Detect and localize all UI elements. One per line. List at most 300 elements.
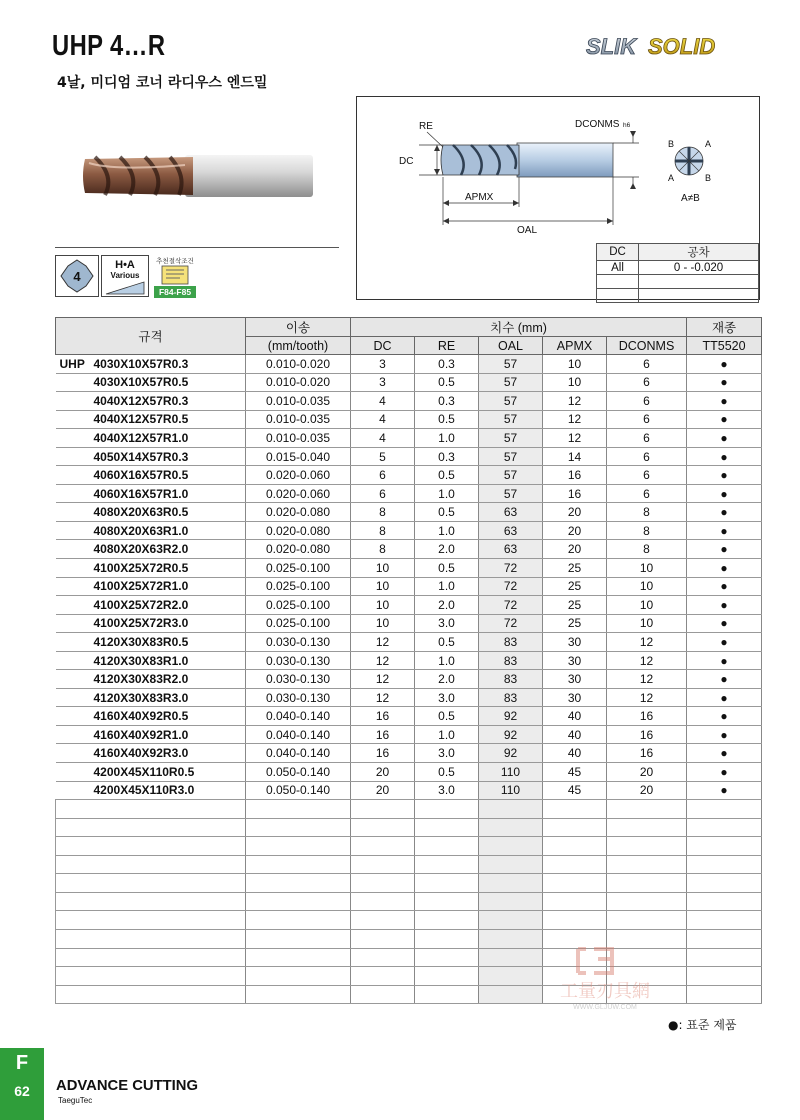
svg-text:4: 4 bbox=[73, 269, 81, 284]
empty-cell bbox=[351, 911, 415, 930]
cell-dc: 6 bbox=[351, 466, 415, 485]
tol-cell-value: 0 - -0.020 bbox=[639, 261, 759, 275]
empty-cell bbox=[687, 929, 762, 948]
legend-standard-product: ●: 표준 제품 bbox=[668, 1018, 737, 1032]
empty-cell bbox=[246, 911, 351, 930]
cell-dconms: 8 bbox=[607, 503, 687, 522]
empty-cell bbox=[543, 892, 607, 911]
header-dimensions: 치수 (mm) bbox=[351, 318, 687, 337]
cell-apmx: 40 bbox=[543, 725, 607, 744]
cell-st: ● bbox=[687, 670, 762, 689]
empty-cell bbox=[415, 948, 479, 967]
table-row bbox=[56, 410, 762, 429]
empty-cell bbox=[687, 985, 762, 1004]
empty-cell bbox=[351, 855, 415, 874]
table-row bbox=[56, 744, 762, 763]
svg-text:DC: DC bbox=[399, 156, 414, 167]
cell-oal: 83 bbox=[479, 688, 543, 707]
spec-code-cell bbox=[56, 355, 246, 374]
cell-apmx: 12 bbox=[543, 392, 607, 411]
spec-code: 4160X40X92R1.0 bbox=[93, 727, 189, 742]
spec-code: 4120X30X83R3.0 bbox=[93, 690, 189, 705]
cell-dconms: 16 bbox=[607, 744, 687, 763]
empty-cell bbox=[687, 967, 762, 986]
empty-cell bbox=[246, 985, 351, 1004]
empty-cell bbox=[607, 800, 687, 819]
cell-oal: 83 bbox=[479, 633, 543, 652]
cell-re: 3.0 bbox=[415, 744, 479, 763]
cell-oal: 72 bbox=[479, 614, 543, 633]
cell-dc: 16 bbox=[351, 744, 415, 763]
cell-st: ● bbox=[687, 707, 762, 726]
svg-text:WWW.GLJUW.COM: WWW.GLJUW.COM bbox=[573, 1004, 637, 1011]
empty-cell bbox=[687, 855, 762, 874]
empty-cell bbox=[543, 874, 607, 893]
cell-dconms: 20 bbox=[607, 781, 687, 800]
empty-cell bbox=[56, 911, 246, 930]
spec-code: 4160X40X92R3.0 bbox=[93, 746, 189, 761]
svg-text:Various: Various bbox=[110, 271, 140, 280]
advance-cutting-logo bbox=[56, 1070, 206, 1110]
table-row bbox=[56, 466, 762, 485]
cell-oal: 83 bbox=[479, 651, 543, 670]
empty-cell bbox=[56, 855, 246, 874]
empty-table-row bbox=[56, 837, 762, 856]
cell-feed: 0.010-0.020 bbox=[246, 373, 351, 392]
cell-apmx: 12 bbox=[543, 429, 607, 448]
header-feed: 이송 bbox=[246, 318, 351, 337]
cell-feed: 0.020-0.080 bbox=[246, 540, 351, 559]
cell-feed: 0.050-0.140 bbox=[246, 763, 351, 782]
cell-re: 1.0 bbox=[415, 521, 479, 540]
spec-code-cell bbox=[56, 447, 246, 466]
cell-re: 0.5 bbox=[415, 559, 479, 578]
spec-code-cell bbox=[56, 484, 246, 503]
cell-re: 0.3 bbox=[415, 447, 479, 466]
cell-st: ● bbox=[687, 429, 762, 448]
header-oal: OAL bbox=[479, 337, 543, 355]
spec-code: 4080X20X63R1.0 bbox=[93, 523, 189, 538]
empty-cell bbox=[351, 967, 415, 986]
cell-re: 2.0 bbox=[415, 596, 479, 615]
cell-st: ● bbox=[687, 744, 762, 763]
cell-apmx: 20 bbox=[543, 521, 607, 540]
cell-apmx: 16 bbox=[543, 484, 607, 503]
empty-cell bbox=[56, 929, 246, 948]
cell-feed: 0.010-0.035 bbox=[246, 429, 351, 448]
empty-cell bbox=[56, 967, 246, 986]
separator-line bbox=[55, 247, 339, 248]
empty-cell bbox=[687, 874, 762, 893]
cell-oal: 57 bbox=[479, 410, 543, 429]
empty-cell bbox=[479, 837, 543, 856]
table-row bbox=[56, 725, 762, 744]
tol-cell-empty bbox=[639, 289, 759, 303]
cell-re: 3.0 bbox=[415, 781, 479, 800]
cell-dc: 4 bbox=[351, 410, 415, 429]
svg-text:H•A: H•A bbox=[115, 259, 135, 271]
tol-header-tolerance: 공차 bbox=[639, 244, 759, 261]
cell-re: 1.0 bbox=[415, 484, 479, 503]
table-row bbox=[56, 614, 762, 633]
cell-dconms: 6 bbox=[607, 373, 687, 392]
header-apmx: APMX bbox=[543, 337, 607, 355]
cell-apmx: 25 bbox=[543, 559, 607, 578]
cell-re: 0.3 bbox=[415, 392, 479, 411]
spec-code: 4100X25X72R1.0 bbox=[93, 579, 189, 594]
empty-cell bbox=[607, 874, 687, 893]
empty-cell bbox=[415, 911, 479, 930]
spec-code-cell bbox=[56, 725, 246, 744]
cell-apmx: 16 bbox=[543, 466, 607, 485]
spec-code-cell bbox=[56, 521, 246, 540]
product-table-body bbox=[56, 355, 762, 1004]
cell-oal: 63 bbox=[479, 503, 543, 522]
cell-dconms: 12 bbox=[607, 633, 687, 652]
cell-feed: 0.030-0.130 bbox=[246, 651, 351, 670]
cell-apmx: 25 bbox=[543, 596, 607, 615]
table-row bbox=[56, 633, 762, 652]
section-letter: F bbox=[15, 1052, 29, 1074]
spec-code: 4200X45X110R3.0 bbox=[93, 783, 195, 798]
tol-cell-dc: All bbox=[597, 261, 639, 275]
cell-dconms: 6 bbox=[607, 466, 687, 485]
cell-dc: 12 bbox=[351, 688, 415, 707]
cell-dconms: 10 bbox=[607, 559, 687, 578]
cell-dc: 4 bbox=[351, 429, 415, 448]
cell-dconms: 10 bbox=[607, 614, 687, 633]
spec-code-cell bbox=[56, 466, 246, 485]
tol-cell-empty bbox=[597, 275, 639, 289]
svg-text:APMX: APMX bbox=[465, 192, 494, 203]
cell-dconms: 10 bbox=[607, 596, 687, 615]
spec-code-cell bbox=[56, 429, 246, 448]
empty-cell bbox=[351, 948, 415, 967]
header-feed-unit: (mm/tooth) bbox=[246, 337, 351, 355]
cell-dconms: 8 bbox=[607, 521, 687, 540]
table-row bbox=[56, 373, 762, 392]
spec-code-cell bbox=[56, 503, 246, 522]
empty-cell bbox=[415, 837, 479, 856]
empty-cell bbox=[687, 948, 762, 967]
empty-table-row bbox=[56, 818, 762, 837]
table-row bbox=[56, 559, 762, 578]
cell-feed: 0.030-0.130 bbox=[246, 688, 351, 707]
material-icon bbox=[101, 255, 149, 297]
spec-code: 4100X25X72R0.5 bbox=[93, 560, 189, 575]
cell-feed: 0.020-0.060 bbox=[246, 466, 351, 485]
empty-cell bbox=[687, 818, 762, 837]
cell-feed: 0.020-0.080 bbox=[246, 503, 351, 522]
cell-dc: 8 bbox=[351, 503, 415, 522]
watermark bbox=[530, 945, 680, 1015]
empty-cell bbox=[607, 855, 687, 874]
empty-cell bbox=[479, 911, 543, 930]
cell-apmx: 25 bbox=[543, 577, 607, 596]
table-row bbox=[56, 688, 762, 707]
cell-dconms: 12 bbox=[607, 688, 687, 707]
table-row bbox=[56, 355, 762, 374]
cell-feed: 0.030-0.130 bbox=[246, 633, 351, 652]
header-tt5520: TT5520 bbox=[687, 337, 762, 355]
cell-re: 1.0 bbox=[415, 429, 479, 448]
spec-code: 4120X30X83R2.0 bbox=[93, 672, 189, 687]
cell-dconms: 12 bbox=[607, 670, 687, 689]
cell-oal: 57 bbox=[479, 392, 543, 411]
cell-apmx: 30 bbox=[543, 651, 607, 670]
cell-dc: 20 bbox=[351, 763, 415, 782]
cell-oal: 57 bbox=[479, 429, 543, 448]
empty-table-row bbox=[56, 800, 762, 819]
cell-feed: 0.025-0.100 bbox=[246, 596, 351, 615]
empty-cell bbox=[415, 800, 479, 819]
cell-st: ● bbox=[687, 596, 762, 615]
svg-text:B: B bbox=[668, 139, 675, 149]
cell-apmx: 40 bbox=[543, 744, 607, 763]
empty-cell bbox=[246, 948, 351, 967]
cell-apmx: 30 bbox=[543, 633, 607, 652]
cell-feed: 0.040-0.140 bbox=[246, 707, 351, 726]
spec-code-cell bbox=[56, 614, 246, 633]
empty-cell bbox=[246, 818, 351, 837]
cell-feed: 0.025-0.100 bbox=[246, 559, 351, 578]
empty-cell bbox=[687, 892, 762, 911]
table-row bbox=[56, 707, 762, 726]
spec-code-cell bbox=[56, 707, 246, 726]
cell-apmx: 30 bbox=[543, 670, 607, 689]
cell-dconms: 16 bbox=[607, 707, 687, 726]
cell-st: ● bbox=[687, 577, 762, 596]
cell-st: ● bbox=[687, 466, 762, 485]
cell-st: ● bbox=[687, 540, 762, 559]
cell-feed: 0.020-0.080 bbox=[246, 521, 351, 540]
cell-dc: 12 bbox=[351, 651, 415, 670]
cell-re: 0.5 bbox=[415, 763, 479, 782]
cell-re: 3.0 bbox=[415, 614, 479, 633]
empty-cell bbox=[246, 800, 351, 819]
spec-code-cell bbox=[56, 763, 246, 782]
page-title: UHP 4…R bbox=[52, 30, 166, 62]
empty-cell bbox=[56, 985, 246, 1004]
empty-cell bbox=[543, 837, 607, 856]
cell-oal: 63 bbox=[479, 521, 543, 540]
product-table bbox=[55, 317, 762, 1004]
cell-apmx: 25 bbox=[543, 614, 607, 633]
cell-dc: 8 bbox=[351, 540, 415, 559]
cell-oal: 57 bbox=[479, 355, 543, 374]
spec-code-cell bbox=[56, 633, 246, 652]
cell-dc: 3 bbox=[351, 373, 415, 392]
empty-cell bbox=[415, 985, 479, 1004]
empty-cell bbox=[246, 892, 351, 911]
cutting-condition-icon bbox=[152, 255, 198, 297]
cell-st: ● bbox=[687, 392, 762, 411]
tol-header-dc: DC bbox=[597, 244, 639, 261]
header-re: RE bbox=[415, 337, 479, 355]
empty-cell bbox=[56, 892, 246, 911]
spec-code: 4080X20X63R2.0 bbox=[93, 542, 189, 557]
svg-text:h6: h6 bbox=[623, 122, 631, 129]
spec-code-cell bbox=[56, 373, 246, 392]
cell-oal: 83 bbox=[479, 670, 543, 689]
spec-code: 4040X12X57R1.0 bbox=[93, 430, 189, 445]
cell-dc: 10 bbox=[351, 596, 415, 615]
cell-dc: 3 bbox=[351, 355, 415, 374]
empty-cell bbox=[415, 967, 479, 986]
empty-cell bbox=[415, 818, 479, 837]
empty-cell bbox=[56, 818, 246, 837]
cell-dconms: 6 bbox=[607, 355, 687, 374]
cell-oal: 72 bbox=[479, 577, 543, 596]
cell-apmx: 40 bbox=[543, 707, 607, 726]
empty-cell bbox=[56, 800, 246, 819]
empty-cell bbox=[479, 818, 543, 837]
cell-oal: 110 bbox=[479, 781, 543, 800]
table-row bbox=[56, 670, 762, 689]
cell-re: 0.5 bbox=[415, 373, 479, 392]
cell-st: ● bbox=[687, 484, 762, 503]
spec-code: 4120X30X83R0.5 bbox=[93, 634, 189, 649]
cell-feed: 0.040-0.140 bbox=[246, 744, 351, 763]
spec-code-cell bbox=[56, 540, 246, 559]
empty-cell bbox=[351, 837, 415, 856]
cell-apmx: 30 bbox=[543, 688, 607, 707]
empty-cell bbox=[351, 985, 415, 1004]
empty-cell bbox=[687, 911, 762, 930]
cell-re: 1.0 bbox=[415, 725, 479, 744]
cell-apmx: 10 bbox=[543, 373, 607, 392]
svg-text:工量刃具網: 工量刃具網 bbox=[560, 981, 650, 1002]
svg-text:F84-F85: F84-F85 bbox=[158, 287, 192, 297]
table-row bbox=[56, 447, 762, 466]
header-dconms: DCONMS bbox=[607, 337, 687, 355]
empty-cell bbox=[246, 929, 351, 948]
svg-text:추천절삭조건: 추천절삭조건 bbox=[156, 257, 194, 265]
cell-re: 0.5 bbox=[415, 410, 479, 429]
table-row bbox=[56, 763, 762, 782]
tolerance-table bbox=[596, 243, 759, 303]
empty-table-row bbox=[56, 892, 762, 911]
cell-dconms: 6 bbox=[607, 392, 687, 411]
cell-re: 0.5 bbox=[415, 466, 479, 485]
svg-text:RE: RE bbox=[419, 121, 433, 132]
spec-code-cell bbox=[56, 688, 246, 707]
spec-code-cell bbox=[56, 596, 246, 615]
table-row bbox=[56, 503, 762, 522]
spec-code: 4050X14X57R0.3 bbox=[93, 449, 189, 464]
spec-code: 4120X30X83R1.0 bbox=[93, 653, 189, 668]
cell-re: 1.0 bbox=[415, 651, 479, 670]
series-prefix: UHP bbox=[59, 356, 85, 371]
cell-oal: 92 bbox=[479, 725, 543, 744]
empty-cell bbox=[543, 855, 607, 874]
tol-cell-empty bbox=[597, 289, 639, 303]
empty-cell bbox=[607, 911, 687, 930]
cell-feed: 0.010-0.020 bbox=[246, 355, 351, 374]
section-page-tab bbox=[0, 1048, 44, 1120]
empty-cell bbox=[479, 800, 543, 819]
cell-st: ● bbox=[687, 373, 762, 392]
cell-dconms: 16 bbox=[607, 725, 687, 744]
cell-apmx: 20 bbox=[543, 540, 607, 559]
cell-feed: 0.020-0.060 bbox=[246, 484, 351, 503]
cell-re: 0.5 bbox=[415, 503, 479, 522]
svg-text:OAL: OAL bbox=[517, 225, 538, 236]
spec-code: 4030X10X57R0.3 bbox=[93, 356, 189, 371]
spec-code-cell bbox=[56, 670, 246, 689]
empty-cell bbox=[415, 874, 479, 893]
cell-apmx: 10 bbox=[543, 355, 607, 374]
table-row bbox=[56, 577, 762, 596]
empty-cell bbox=[246, 855, 351, 874]
table-row bbox=[56, 651, 762, 670]
cell-dc: 16 bbox=[351, 725, 415, 744]
empty-cell bbox=[543, 911, 607, 930]
cell-dc: 12 bbox=[351, 633, 415, 652]
empty-table-row bbox=[56, 874, 762, 893]
cell-oal: 57 bbox=[479, 373, 543, 392]
spec-code: 4040X12X57R0.3 bbox=[93, 393, 189, 408]
spec-code: 4200X45X110R0.5 bbox=[93, 764, 195, 779]
cell-dc: 4 bbox=[351, 392, 415, 411]
cell-re: 0.5 bbox=[415, 707, 479, 726]
empty-cell bbox=[543, 800, 607, 819]
spec-code: 4060X16X57R1.0 bbox=[93, 486, 189, 501]
empty-table-row bbox=[56, 911, 762, 930]
empty-cell bbox=[479, 892, 543, 911]
svg-text:A≠B: A≠B bbox=[681, 193, 700, 204]
cell-apmx: 12 bbox=[543, 410, 607, 429]
page-number: 62 bbox=[14, 1083, 30, 1099]
empty-table-row bbox=[56, 855, 762, 874]
spec-code-cell bbox=[56, 651, 246, 670]
cell-st: ● bbox=[687, 447, 762, 466]
spec-code-cell bbox=[56, 559, 246, 578]
empty-cell bbox=[479, 855, 543, 874]
svg-text:A: A bbox=[705, 139, 712, 149]
cell-dconms: 6 bbox=[607, 429, 687, 448]
header-spec: 규격 bbox=[56, 318, 246, 355]
empty-cell bbox=[607, 818, 687, 837]
spec-code: 4040X12X57R0.5 bbox=[93, 412, 189, 427]
svg-text:A: A bbox=[668, 173, 675, 183]
cell-oal: 110 bbox=[479, 763, 543, 782]
cell-st: ● bbox=[687, 559, 762, 578]
cell-oal: 92 bbox=[479, 707, 543, 726]
cell-re: 3.0 bbox=[415, 688, 479, 707]
cell-st: ● bbox=[687, 503, 762, 522]
table-row bbox=[56, 429, 762, 448]
cell-dc: 8 bbox=[351, 521, 415, 540]
empty-cell bbox=[246, 967, 351, 986]
svg-text:TaeguTec: TaeguTec bbox=[58, 1096, 93, 1105]
cell-feed: 0.015-0.040 bbox=[246, 447, 351, 466]
cell-re: 2.0 bbox=[415, 670, 479, 689]
empty-cell bbox=[246, 874, 351, 893]
empty-cell bbox=[415, 892, 479, 911]
empty-cell bbox=[543, 818, 607, 837]
spec-code-cell bbox=[56, 744, 246, 763]
cell-st: ● bbox=[687, 521, 762, 540]
cell-apmx: 20 bbox=[543, 503, 607, 522]
spec-code: 4160X40X92R0.5 bbox=[93, 709, 189, 724]
cell-feed: 0.050-0.140 bbox=[246, 781, 351, 800]
cell-dc: 12 bbox=[351, 670, 415, 689]
table-row bbox=[56, 781, 762, 800]
cell-st: ● bbox=[687, 781, 762, 800]
table-row bbox=[56, 521, 762, 540]
cell-dconms: 20 bbox=[607, 763, 687, 782]
